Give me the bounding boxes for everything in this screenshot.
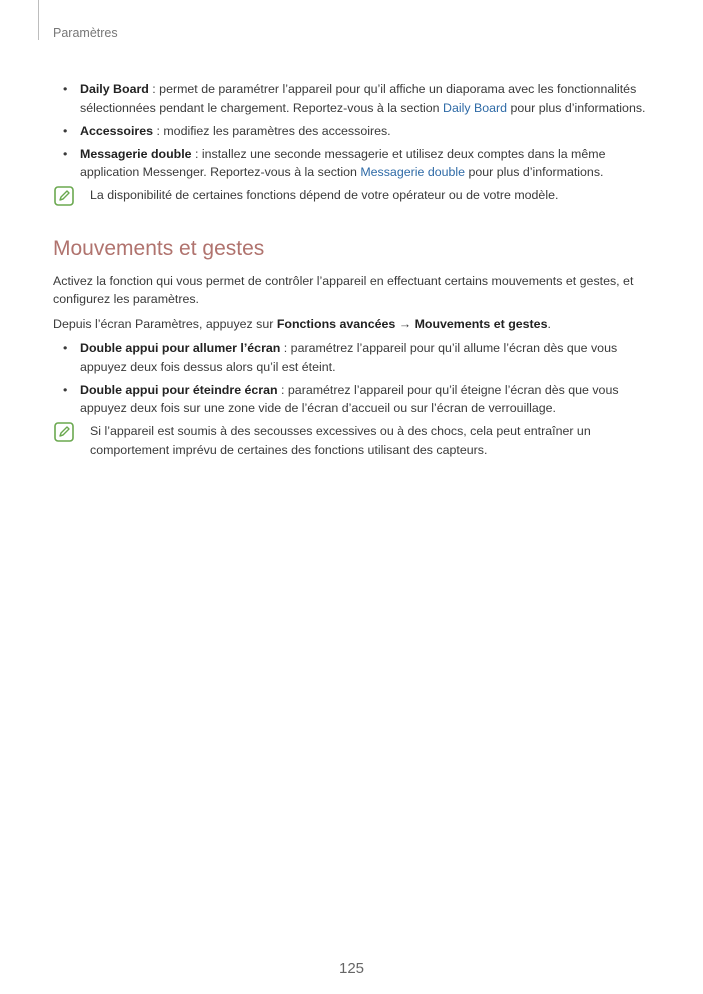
page-content bbox=[53, 80, 653, 459]
list-item-accessoires bbox=[53, 122, 653, 141]
link-daily-board[interactable]: Daily Board bbox=[443, 100, 508, 115]
note-availability bbox=[53, 186, 653, 205]
list-item-daily-board bbox=[53, 80, 653, 117]
list-item-messagerie-double bbox=[53, 145, 653, 182]
path-suffix: . bbox=[547, 316, 551, 331]
note-sensors bbox=[53, 422, 653, 459]
path-item-advanced-features: Fonctions avancées bbox=[276, 316, 396, 331]
header-divider bbox=[38, 0, 39, 40]
bullet-text: : permet de paramétrer l’appareil pour qu’il affiche un diaporama avec les fonctionnalités sélectionnées pendant le chargement. Reportez-vous à la section bbox=[80, 82, 637, 115]
bullet-text: : installez une seconde messagerie et utilisez deux comptes dans la même application Messenger. Reportez-vous à la section bbox=[80, 146, 606, 179]
bullet-term: Double appui pour allumer l’écran bbox=[80, 341, 281, 355]
path-arrow: → bbox=[395, 316, 415, 331]
bullet-term: Accessoires bbox=[80, 123, 154, 138]
intro-bullet-list bbox=[53, 80, 653, 182]
settings-path bbox=[53, 315, 653, 334]
bullet-term: Double appui pour éteindre écran bbox=[80, 382, 278, 397]
note-text: Si l’appareil est soumis à des secousses excessives ou à des chocs, cela peut entraîner un comportement imprévu de certaines des fonctions utilisant des capteurs. bbox=[90, 424, 591, 457]
section-title: Mouvements et gestes bbox=[53, 236, 265, 260]
note-pencil-icon bbox=[54, 186, 74, 206]
page-number: 125 bbox=[338, 960, 365, 977]
bullet-text: : modifiez les paramètres des accessoires. bbox=[153, 123, 391, 138]
list-item-double-tap-sleep bbox=[53, 381, 653, 418]
gesture-bullet-list bbox=[53, 339, 653, 418]
list-item-double-tap-wake bbox=[53, 339, 653, 376]
note-text: La disponibilité de certaines fonctions dépend de votre opérateur ou de votre modèle. bbox=[90, 188, 559, 202]
bullet-text: pour plus d’informations. bbox=[465, 165, 604, 179]
bullet-text: : paramétrez l’appareil pour qu’il éteigne l’écran dès que vous appuyez deux fois sur une zone vide de l’écran d’accueil ou sur l’écran de verrouillage. bbox=[80, 382, 619, 415]
path-prefix: Depuis l’écran Paramètres, appuyez sur bbox=[53, 316, 277, 331]
section-intro: Activez la fonction qui vous permet de contrôler l’appareil en effectuant certains mouvements et gestes, et configurez les paramètres. bbox=[53, 273, 634, 306]
bullet-text: pour plus d’informations. bbox=[507, 100, 646, 115]
bullet-text: : paramétrez l’appareil pour qu’il allume l’écran dès que vous appuyez deux fois dessus alors qu’il est éteint. bbox=[80, 341, 618, 374]
note-pencil-icon bbox=[54, 422, 74, 442]
link-messagerie-double[interactable]: Messagerie double bbox=[360, 165, 466, 179]
bullet-term: Messagerie double bbox=[80, 146, 192, 161]
page-header-title: Paramètres bbox=[53, 26, 118, 40]
bullet-term: Daily Board bbox=[80, 82, 149, 96]
path-item-motions-gestures: Mouvements et gestes bbox=[414, 316, 548, 331]
